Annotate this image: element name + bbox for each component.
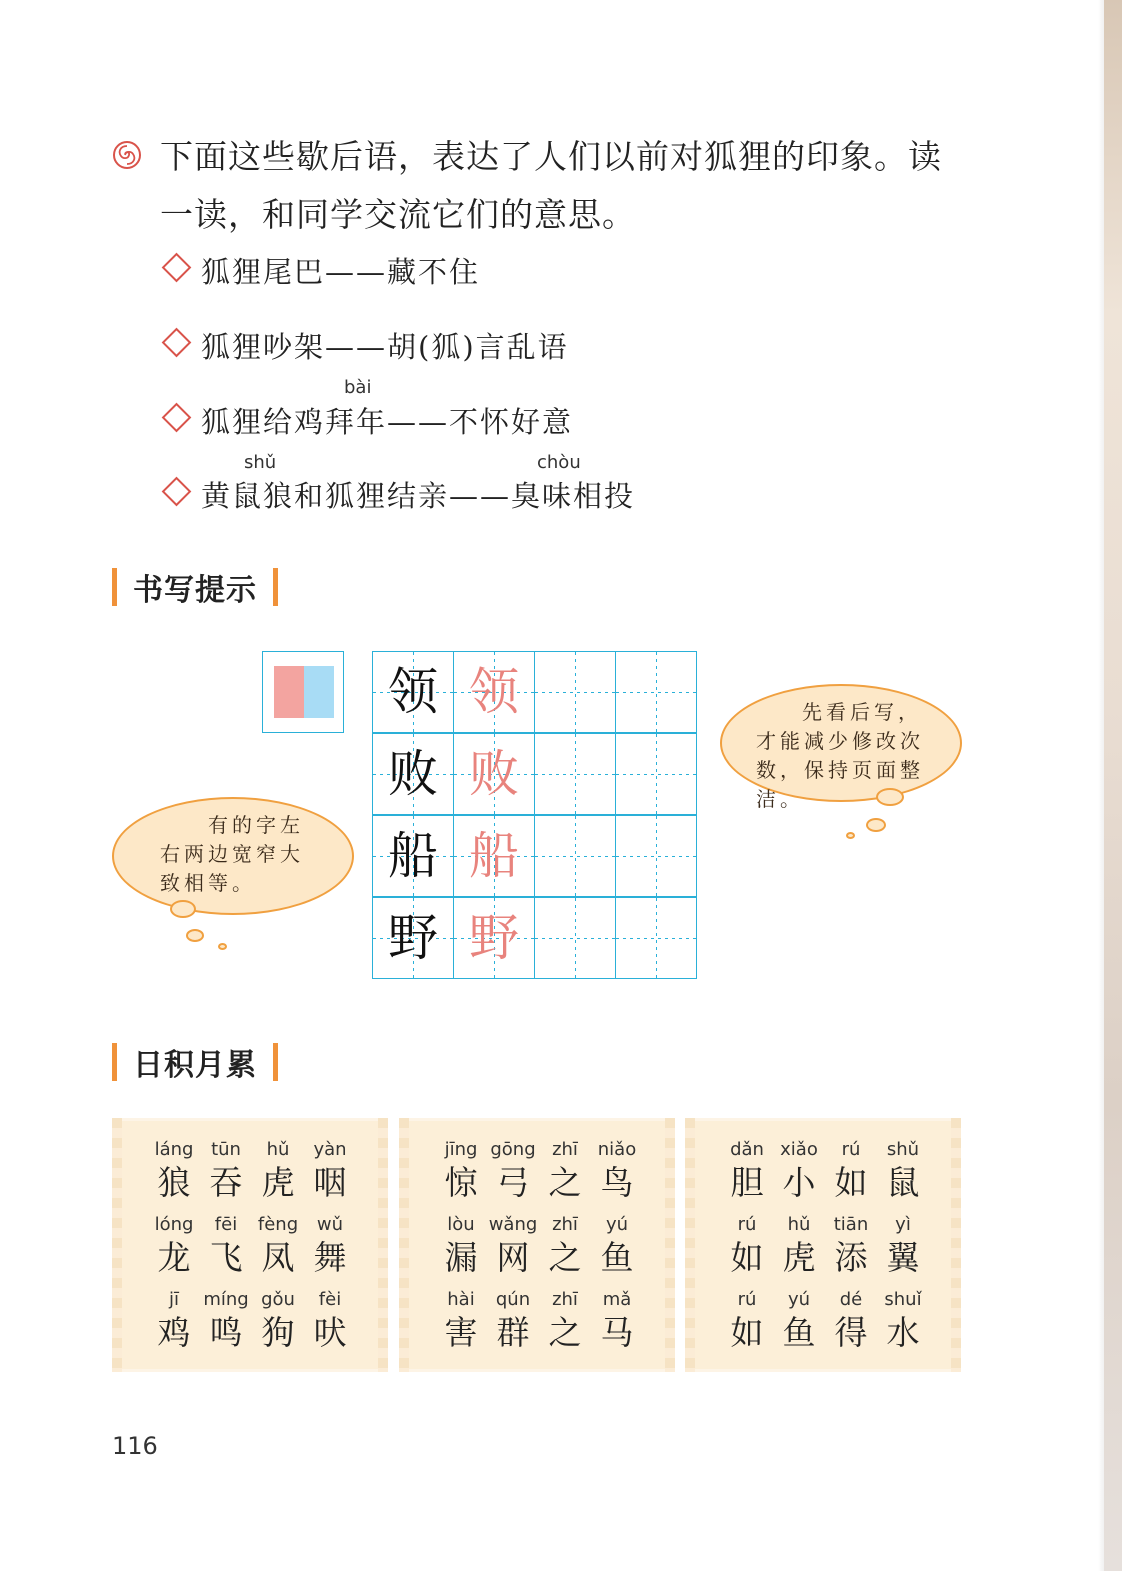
idiom-syllable (252, 1138, 304, 1204)
idiom-syllable (252, 1288, 304, 1354)
hanzi: 弓 (496, 1163, 530, 1202)
pinyin: wǎng (488, 1214, 538, 1235)
practice-cell (615, 651, 697, 733)
accumulation-section-header (112, 1042, 278, 1082)
hanzi: 鱼 (782, 1313, 816, 1352)
idiom-syllable (435, 1213, 487, 1279)
idiom-syllable (148, 1213, 200, 1279)
hanzi: 龙 (157, 1238, 191, 1277)
trace-character: 败 (453, 733, 535, 815)
page-number: 116 (112, 1432, 158, 1460)
pinyin: qún (495, 1289, 531, 1310)
idiom-syllable (435, 1288, 487, 1354)
hanzi: 得 (834, 1313, 868, 1352)
idiom-syllable (825, 1213, 877, 1279)
pinyin: gǒu (261, 1289, 295, 1310)
hanzi: 害 (444, 1313, 478, 1352)
pinyin: fèi (318, 1289, 342, 1310)
idiom-syllable (148, 1288, 200, 1354)
header-bar-right (273, 568, 278, 606)
pinyin: yú (605, 1214, 629, 1235)
pinyin-annotation: bài (344, 377, 372, 398)
idiom-syllable (487, 1288, 539, 1354)
bubble-text: 先看后写，才能减少修改次数，保持页面整洁。 (756, 700, 924, 811)
model-character: 野 (372, 897, 454, 979)
idiom-syllable (200, 1288, 252, 1354)
trace-character: 领 (453, 651, 535, 733)
hanzi: 马 (600, 1313, 634, 1352)
header-bar-right (273, 1043, 278, 1081)
idiom-syllable (877, 1213, 929, 1279)
pinyin: rú (737, 1214, 757, 1235)
hanzi: 如 (730, 1238, 764, 1277)
pinyin: yú (787, 1289, 811, 1310)
idiom (721, 1213, 931, 1285)
idiom-syllable (591, 1138, 643, 1204)
header-bar-left (112, 1043, 117, 1081)
proverb-item (162, 474, 635, 514)
hanzi: 惊 (444, 1163, 478, 1202)
pinyin: míng (203, 1289, 249, 1310)
hanzi: 胆 (730, 1163, 764, 1202)
page-edge-strip (1104, 0, 1122, 1571)
bubble-puff (876, 788, 904, 806)
pinyin: mǎ (602, 1289, 632, 1310)
section-title: 日积月累 (133, 1048, 257, 1083)
pinyin: jīng (444, 1139, 478, 1160)
hanzi: 之 (548, 1163, 582, 1202)
idiom-card (399, 1118, 675, 1372)
section-title: 书写提示 (133, 573, 257, 608)
proverb-text: 黄鼠狼和狐狸结亲——臭味相投 (201, 479, 636, 513)
hanzi: 狗 (261, 1313, 295, 1352)
pinyin: yàn (313, 1139, 347, 1160)
left-part-block (274, 666, 304, 718)
diamond-bullet-icon (162, 403, 192, 433)
hanzi: 咽 (313, 1163, 347, 1202)
hanzi: 之 (548, 1313, 582, 1352)
idiom-syllable (773, 1288, 825, 1354)
pinyin-annotation: shǔ (244, 452, 277, 473)
model-character: 败 (372, 733, 454, 815)
pinyin: lóng (154, 1214, 194, 1235)
pinyin: lòu (447, 1214, 475, 1235)
swirl-icon (112, 140, 142, 170)
idiom-syllable (539, 1138, 591, 1204)
pinyin: fèng (257, 1214, 299, 1235)
idiom (721, 1138, 931, 1210)
pinyin: tiān (833, 1214, 869, 1235)
idiom-syllable (304, 1288, 356, 1354)
hanzi: 漏 (444, 1238, 478, 1277)
tip-bubble-right (720, 684, 962, 811)
idiom-syllable (877, 1288, 929, 1354)
idiom-syllable (148, 1138, 200, 1204)
idiom-syllable (877, 1138, 929, 1204)
idiom-syllable (252, 1213, 304, 1279)
idiom (148, 1213, 358, 1285)
idiom-syllable (435, 1138, 487, 1204)
hanzi: 添 (834, 1238, 868, 1277)
hanzi: 狼 (157, 1163, 191, 1202)
pinyin: jī (168, 1289, 179, 1310)
pinyin: zhī (552, 1139, 578, 1160)
pinyin: zhī (552, 1289, 578, 1310)
diamond-bullet-icon (162, 477, 192, 507)
idiom (435, 1288, 645, 1360)
hanzi: 虎 (782, 1238, 816, 1277)
hanzi: 飞 (209, 1238, 243, 1277)
bubble-text: 有的字左右两边宽窄大致相等。 (160, 813, 304, 895)
hanzi: 凤 (261, 1238, 295, 1277)
idiom-syllable (487, 1213, 539, 1279)
pinyin-annotation: chòu (537, 452, 581, 473)
pinyin: hǔ (266, 1139, 290, 1160)
idiom-syllable (304, 1213, 356, 1279)
proverb-item (162, 250, 480, 290)
idiom-syllable (539, 1288, 591, 1354)
hanzi: 鸡 (157, 1313, 191, 1352)
right-part-block (304, 666, 334, 718)
hanzi: 翼 (886, 1238, 920, 1277)
idiom-syllable (200, 1213, 252, 1279)
writing-grid (372, 651, 699, 979)
idiom-syllable (591, 1288, 643, 1354)
hanzi: 鼠 (886, 1163, 920, 1202)
idiom-syllable (721, 1213, 773, 1279)
idiom-syllable (825, 1138, 877, 1204)
idiom-syllable (773, 1213, 825, 1279)
hanzi: 鱼 (600, 1238, 634, 1277)
trace-character: 船 (453, 815, 535, 897)
hanzi: 水 (886, 1313, 920, 1352)
bubble-puff (186, 929, 204, 942)
proverb-text: 狐狸给鸡拜年——不怀好意 (201, 405, 574, 439)
idiom-syllable (825, 1288, 877, 1354)
practice-cell (534, 897, 616, 979)
idiom-syllable (200, 1138, 252, 1204)
hanzi: 舞 (313, 1238, 347, 1277)
idiom-card (685, 1118, 961, 1372)
writing-section-header (112, 567, 278, 607)
practice-cell (534, 733, 616, 815)
hanzi: 吞 (209, 1163, 243, 1202)
bubble-puff (170, 900, 196, 918)
model-character: 船 (372, 815, 454, 897)
hanzi: 鸣 (209, 1313, 243, 1352)
hanzi: 群 (496, 1313, 530, 1352)
idiom (148, 1288, 358, 1360)
hanzi: 网 (496, 1238, 530, 1277)
header-bar-left (112, 568, 117, 606)
pinyin: niǎo (597, 1139, 637, 1160)
proverb-text: 狐狸尾巴——藏不住 (201, 255, 481, 289)
idiom-card (112, 1118, 388, 1372)
idiom-syllable (539, 1213, 591, 1279)
model-character: 领 (372, 651, 454, 733)
hanzi: 如 (834, 1163, 868, 1202)
pinyin: tūn (211, 1139, 241, 1160)
pinyin: yì (895, 1214, 911, 1235)
idiom (148, 1138, 358, 1210)
pinyin: hài (447, 1289, 475, 1310)
hanzi: 吠 (313, 1313, 347, 1352)
diamond-bullet-icon (162, 253, 192, 283)
proverb-item (162, 325, 569, 365)
hanzi: 小 (782, 1163, 816, 1202)
pinyin: rú (737, 1289, 757, 1310)
idiom (435, 1213, 645, 1285)
diamond-bullet-icon (162, 328, 192, 358)
idiom-syllable (721, 1288, 773, 1354)
idiom (721, 1288, 931, 1360)
bubble-puff (866, 818, 886, 832)
pinyin: gōng (490, 1139, 536, 1160)
idiom-syllable (591, 1213, 643, 1279)
practice-cell (534, 815, 616, 897)
hanzi: 如 (730, 1313, 764, 1352)
pinyin: shuǐ (884, 1289, 922, 1310)
idiom-syllable (304, 1138, 356, 1204)
pinyin: xiǎo (780, 1139, 818, 1160)
pinyin: rú (841, 1139, 861, 1160)
idiom-syllable (773, 1138, 825, 1204)
hanzi: 虎 (261, 1163, 295, 1202)
hanzi: 之 (548, 1238, 582, 1277)
practice-cell (615, 733, 697, 815)
pinyin: shǔ (886, 1139, 920, 1160)
bubble-puff (846, 832, 855, 839)
pinyin: dé (839, 1289, 863, 1310)
intro-instruction: 下面这些歇后语，表达了人们以前对狐狸的印象。读一读，和同学交流它们的意思。 (160, 137, 942, 234)
hanzi: 鸟 (600, 1163, 634, 1202)
proverb-item (162, 400, 573, 440)
pinyin: wǔ (316, 1214, 344, 1235)
pinyin: hǔ (787, 1214, 811, 1235)
idiom-syllable (487, 1138, 539, 1204)
practice-cell (615, 897, 697, 979)
practice-cell (534, 651, 616, 733)
bubble-puff (218, 943, 227, 950)
pinyin: dǎn (730, 1139, 764, 1160)
left-right-structure-sample (262, 651, 344, 733)
idiom-syllable (721, 1138, 773, 1204)
idiom (435, 1138, 645, 1210)
pinyin: fēi (214, 1214, 238, 1235)
practice-cell (615, 815, 697, 897)
pinyin: zhī (552, 1214, 578, 1235)
pinyin: láng (154, 1139, 194, 1160)
trace-character: 野 (453, 897, 535, 979)
proverb-text: 狐狸吵架——胡(狐)言乱语 (201, 330, 569, 364)
tip-bubble-left (112, 797, 354, 915)
